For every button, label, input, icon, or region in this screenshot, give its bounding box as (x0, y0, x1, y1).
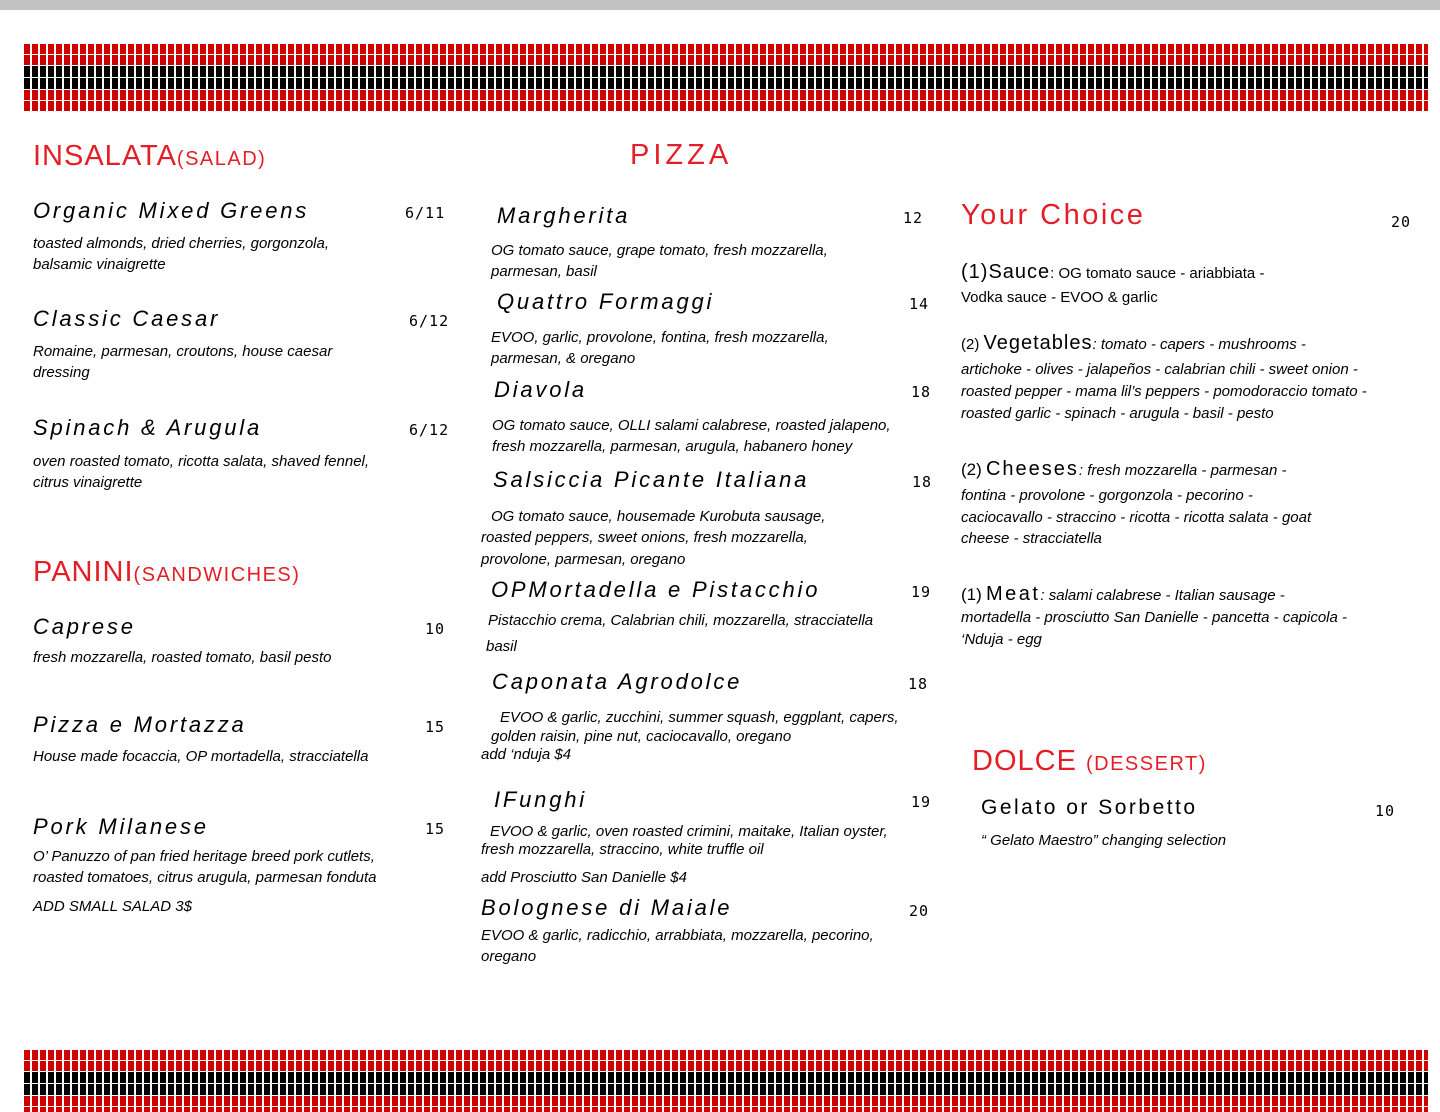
salad-section-title (33, 140, 266, 173)
choice-veg-line: roasted pepper - mama lil’s peppers - pomodoraccio tomato - (961, 383, 1367, 400)
pizza-section-title: PIZZA (630, 139, 733, 171)
pizza-item-desc: EVOO & garlic, zucchini, summer squash, eggplant, capers, (500, 709, 899, 726)
choice-meat-line (961, 583, 1285, 606)
salad-item-desc: oven roasted tomato, ricotta salata, shaved fennel, (33, 453, 370, 470)
panini-item-desc: fresh mozzarella, roasted tomato, basil pesto (33, 649, 332, 666)
veg-options: : tomato - capers - mushrooms - (1092, 336, 1306, 353)
pizza-item-name: Diavola (494, 377, 587, 402)
dolce-subtitle: (DESSERT) (1085, 753, 1207, 775)
pizza-item-price: 12 (903, 209, 924, 227)
dolce-section-title (972, 745, 1207, 778)
pizza-item-name: Quattro Formaggi (497, 289, 715, 314)
salad-item-desc: Romaine, parmesan, croutons, house caesar (33, 343, 333, 360)
choice-cheese-line: caciocavallo - straccino - ricotta - ricotta salata - goat (961, 509, 1312, 526)
pizza-item-price: 18 (911, 383, 932, 401)
veg-count: (2) (961, 336, 980, 353)
salad-item-desc: toasted almonds, dried cherries, gorgonzola, (33, 235, 330, 252)
pizza-item-desc: provolone, parmesan, oregano (481, 551, 686, 568)
pizza-item-desc: OG tomato sauce, OLLI salami calabrese, roasted jalapeno, (492, 417, 891, 434)
pizza-item-price: 18 (908, 675, 929, 693)
salad-item-desc: balsamic vinaigrette (33, 256, 166, 273)
panini-item-name: Caprese (33, 614, 136, 639)
panini-item-name: Pork Milanese (33, 814, 209, 839)
dolce-item-desc: “ Gelato Maestro” changing selection (981, 832, 1227, 849)
panini-section-title (33, 556, 300, 589)
cheese-options: : fresh mozzarella - parmesan - (1078, 462, 1287, 479)
pizza-item-desc: EVOO & garlic, oven roasted crimini, maitake, Italian oyster, (490, 823, 888, 840)
your-choice-title: Your Choice (961, 199, 1146, 231)
pizza-item-price: 14 (909, 295, 930, 313)
meat-options: : salami calabrese - Italian sausage - (1040, 587, 1285, 604)
salad-item-desc: dressing (33, 364, 90, 381)
choice-sauce-line (961, 260, 1264, 286)
choice-cheese-line (961, 458, 1286, 481)
salad-item-price: 6/11 (405, 204, 446, 222)
dolce-item-price: 10 (1375, 802, 1396, 820)
pizza-item-desc: roasted peppers, sweet onions, fresh mozzarella, (481, 529, 808, 546)
panini-item-name: Pizza e Mortazza (33, 712, 247, 737)
add-small-salad-note: ADD SMALL SALAD 3$ (33, 898, 192, 915)
pizza-item-desc: OG tomato sauce, housemade Kurobuta sausage, (491, 508, 826, 525)
choice-meat-line: ‘Nduja - egg (961, 631, 1042, 648)
pizza-item-desc: Pistacchio crema, Calabrian chili, mozzarella, stracciatella (488, 612, 874, 629)
salad-subtitle: (SALAD) (176, 148, 267, 170)
pizza-item-desc: parmesan, & oregano (491, 350, 636, 367)
pizza-item-name: OPMortadella e Pistacchio (491, 577, 821, 602)
panini-subtitle: (SANDWICHES) (133, 564, 301, 586)
salad-item-price: 6/12 (409, 421, 450, 439)
meat-count: (1) (961, 585, 982, 604)
dolce-item-name: Gelato or Sorbetto (981, 796, 1198, 819)
pizza-item-desc: OG tomato sauce, grape tomato, fresh mozzarella, (491, 242, 828, 259)
salad-item-desc: citrus vinaigrette (33, 474, 143, 491)
sauce-count: (1) (961, 261, 989, 283)
cheese-count: (2) (961, 460, 982, 479)
choice-veg-line: artichoke - olives - jalapeños - calabrian chili - sweet onion - (961, 361, 1358, 378)
veg-label: Vegetables (983, 332, 1093, 354)
pizza-item-name: Margherita (497, 203, 631, 228)
choice-cheese-line: fontina - provolone - gorgonzola - pecorino - (961, 487, 1253, 504)
top-checkered-border (24, 44, 1428, 111)
your-choice-price: 20 (1391, 213, 1412, 231)
pizza-item-desc: oregano (481, 948, 537, 965)
pizza-item-desc: fresh mozzarella, straccino, white truffle oil (481, 841, 764, 858)
pizza-item-price: 18 (912, 473, 933, 491)
salad-item-name: Spinach & Arugula (33, 415, 263, 440)
choice-cheese-line: cheese - stracciatella (961, 530, 1102, 547)
panini-item-desc: O’ Panuzzo of pan fried heritage breed pork cutlets, (33, 848, 375, 865)
pizza-item-price: 19 (911, 793, 932, 811)
pizza-item-desc: fresh mozzarella, parmesan, arugula, habanero honey (492, 438, 853, 455)
panini-item-price: 15 (425, 820, 446, 838)
salad-title-text: INSALATA (33, 140, 177, 172)
panini-title-text: PANINI (33, 556, 134, 588)
salad-item-name: Classic Caesar (33, 306, 221, 331)
panini-item-price: 15 (425, 718, 446, 736)
pizza-item-price: 19 (911, 583, 932, 601)
salad-item-price: 6/12 (409, 312, 450, 330)
pizza-item-desc: EVOO & garlic, radicchio, arrabbiata, mozzarella, pecorino, (481, 927, 874, 944)
pizza-item-desc: parmesan, basil (491, 263, 597, 280)
choice-veg-line (961, 332, 1306, 355)
pizza-item-name: Caponata Agrodolce (492, 669, 743, 694)
choice-meat-line: mortadella - prosciutto San Danielle - pancetta - capicola - (961, 609, 1348, 626)
pizza-item-desc: basil (486, 638, 517, 655)
bottom-checkered-border (24, 1050, 1428, 1112)
dolce-title-text: DOLCE (972, 745, 1077, 777)
choice-veg-line: roasted garlic - spinach - arugula - basil - pesto (961, 405, 1274, 422)
pizza-item-name: Salsiccia Picante Italiana (493, 467, 810, 492)
top-gray-strip (0, 0, 1440, 10)
pizza-item-name: Bolognese di Maiale (481, 895, 733, 920)
panini-item-desc: House made focaccia, OP mortadella, stracciatella (33, 748, 369, 765)
cheese-label: Cheeses (985, 458, 1079, 480)
pizza-item-desc: EVOO, garlic, provolone, fontina, fresh mozzarella, (491, 329, 829, 346)
pizza-item-desc: add Prosciutto San Danielle $4 (481, 869, 687, 886)
sauce-label: Sauce (988, 261, 1051, 283)
pizza-item-name: IFunghi (494, 787, 587, 812)
salad-item-name: Organic Mixed Greens (33, 198, 310, 223)
choice-sauce-line: Vodka sauce - EVOO & garlic (961, 289, 1158, 306)
panini-item-price: 10 (425, 620, 446, 638)
sauce-options: : OG tomato sauce - ariabbiata - (1050, 265, 1265, 282)
panini-item-desc: roasted tomatoes, citrus arugula, parmesan fonduta (33, 869, 377, 886)
meat-label: Meat (985, 583, 1041, 605)
pizza-item-desc: golden raisin, pine nut, caciocavallo, oregano (491, 728, 792, 745)
pizza-item-price: 20 (909, 902, 930, 920)
pizza-item-desc: add ‘nduja $4 (481, 746, 572, 763)
